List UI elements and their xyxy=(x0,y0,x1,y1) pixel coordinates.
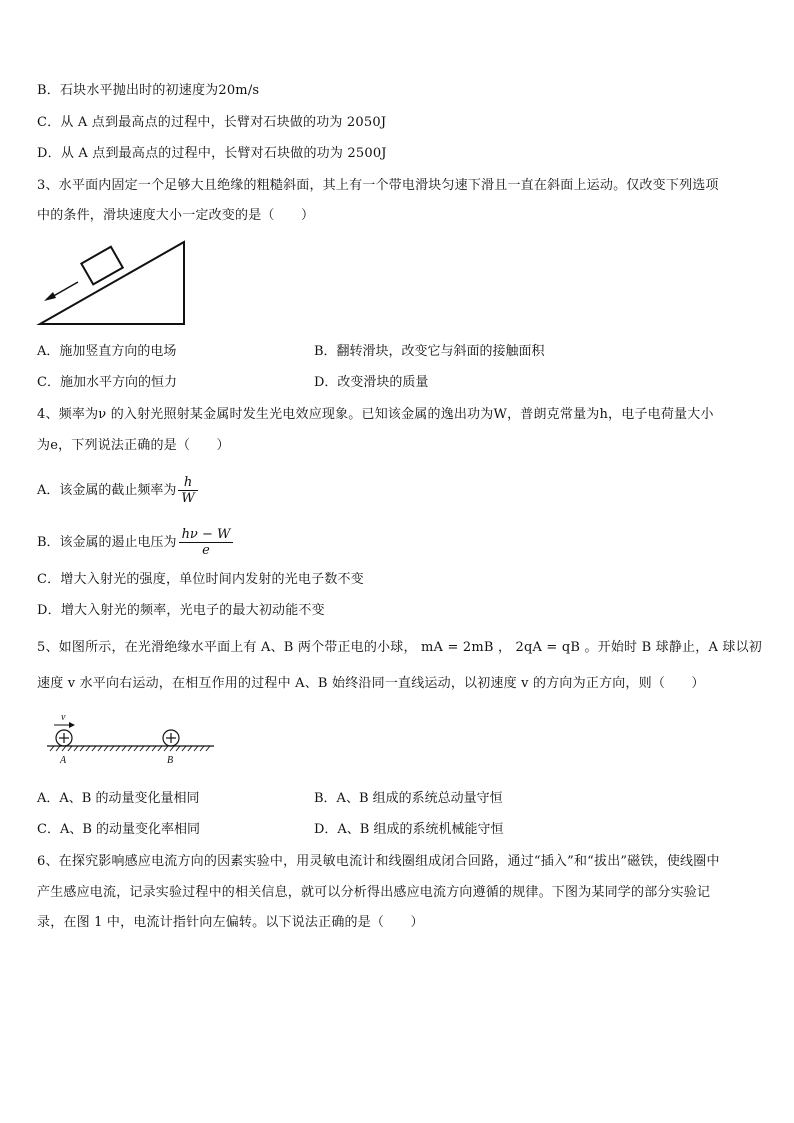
q4-stem-line2: 为e，下列说法正确的是（ ） xyxy=(37,438,230,453)
q4-stem-line1: 4、频率为ν 的入射光照射某金属时发生光电效应现象。已知该金属的逸出功为W，普朗克常量为h，电子电荷量大小 xyxy=(37,407,714,422)
q5-stem-line1: 5、如图所示，在光滑绝缘水平面上有 A、B 两个带正电的小球， mA = 2mB ， 2qA = qB 。开始时 B 球静止，A 球以初 xyxy=(37,640,762,655)
q2-option-d: D．从 A 点到最高点的过程中，长臂对石块做的功为 2500J xyxy=(37,146,387,161)
velocity-label: v xyxy=(61,712,66,723)
slider-block xyxy=(81,247,122,285)
charged-balls-figure xyxy=(44,710,216,768)
q3-stem-line2: 中的条件，滑块速度大小一定改变的是（ ） xyxy=(37,208,315,223)
q4-option-b-numerator: hν − W xyxy=(179,527,234,543)
q5-option-d: D．A、B 组成的系统机械能守恒 xyxy=(314,822,504,837)
q2-option-c: C．从 A 点到最高点的过程中，长臂对石块做的功为 2050J xyxy=(37,115,387,130)
ball-b-label: B xyxy=(167,755,174,766)
q5-stem-line2: 速度 v 水平向右运动，在相互作用的过程中 A、B 始终沿同一直线运动，以初速度 v 的方向为正方向，则（ ） xyxy=(37,676,705,691)
q4-option-b xyxy=(37,524,233,562)
q4-option-b-text: B．该金属的遏止电压为 xyxy=(37,535,177,550)
q4-option-a-fraction xyxy=(178,475,197,506)
q4-option-b-denominator: e xyxy=(202,543,210,558)
q2-option-b: B．石块水平抛出时的初速度为20m/s xyxy=(37,83,260,98)
q5-option-b: B．A、B 组成的系统总动量守恒 xyxy=(314,791,503,806)
q4-option-a xyxy=(37,472,198,510)
q5-option-c: C．A、B 的动量变化率相同 xyxy=(37,822,201,837)
q5-option-a: A．A、B 的动量变化量相同 xyxy=(37,791,200,806)
q3-option-c: C．施加水平方向的恒力 xyxy=(37,375,177,390)
q3-option-b: B．翻转滑块，改变它与斜面的接触面积 xyxy=(314,344,545,359)
ground-hatching xyxy=(50,746,210,751)
q4-option-d: D．增大入射光的频率，光电子的最大初动能不变 xyxy=(37,603,325,618)
q4-option-a-denominator: W xyxy=(181,491,195,506)
q4-option-a-text: A．该金属的截止频率为 xyxy=(37,483,177,498)
ball-a-label: A xyxy=(60,755,67,766)
q4-option-a-numerator: h xyxy=(178,475,197,491)
q4-option-c: C．增大入射光的强度，单位时间内发射的光电子数不变 xyxy=(37,572,364,587)
motion-arrowhead xyxy=(44,292,56,301)
q3-option-d: D．改变滑块的质量 xyxy=(314,375,429,390)
q3-stem-line1: 3、水平面内固定一个足够大且绝缘的粗糙斜面，其上有一个带电滑块匀速下滑且一直在斜面上运动。仅改变下列选项 xyxy=(37,178,719,193)
velocity-arrowhead xyxy=(69,722,75,728)
q4-option-b-fraction xyxy=(179,527,234,558)
incline-figure xyxy=(36,238,188,328)
q6-stem-line2: 产生感应电流，记录实验过程中的相关信息，就可以分析得出感应电流方向遵循的规律。下图为某同学的部分实验记 xyxy=(37,885,711,900)
q3-option-a: A．施加竖直方向的电场 xyxy=(37,344,177,359)
q6-stem-line1: 6、在探究影响感应电流方向的因素实验中，用灵敏电流计和线圈组成闭合回路，通过“插入”和“拔出”磁铁，使线圈中 xyxy=(37,854,720,869)
q6-stem-line3: 录，在图 1 中，电流计指针向左偏转。以下说法正确的是（ ） xyxy=(37,915,424,930)
